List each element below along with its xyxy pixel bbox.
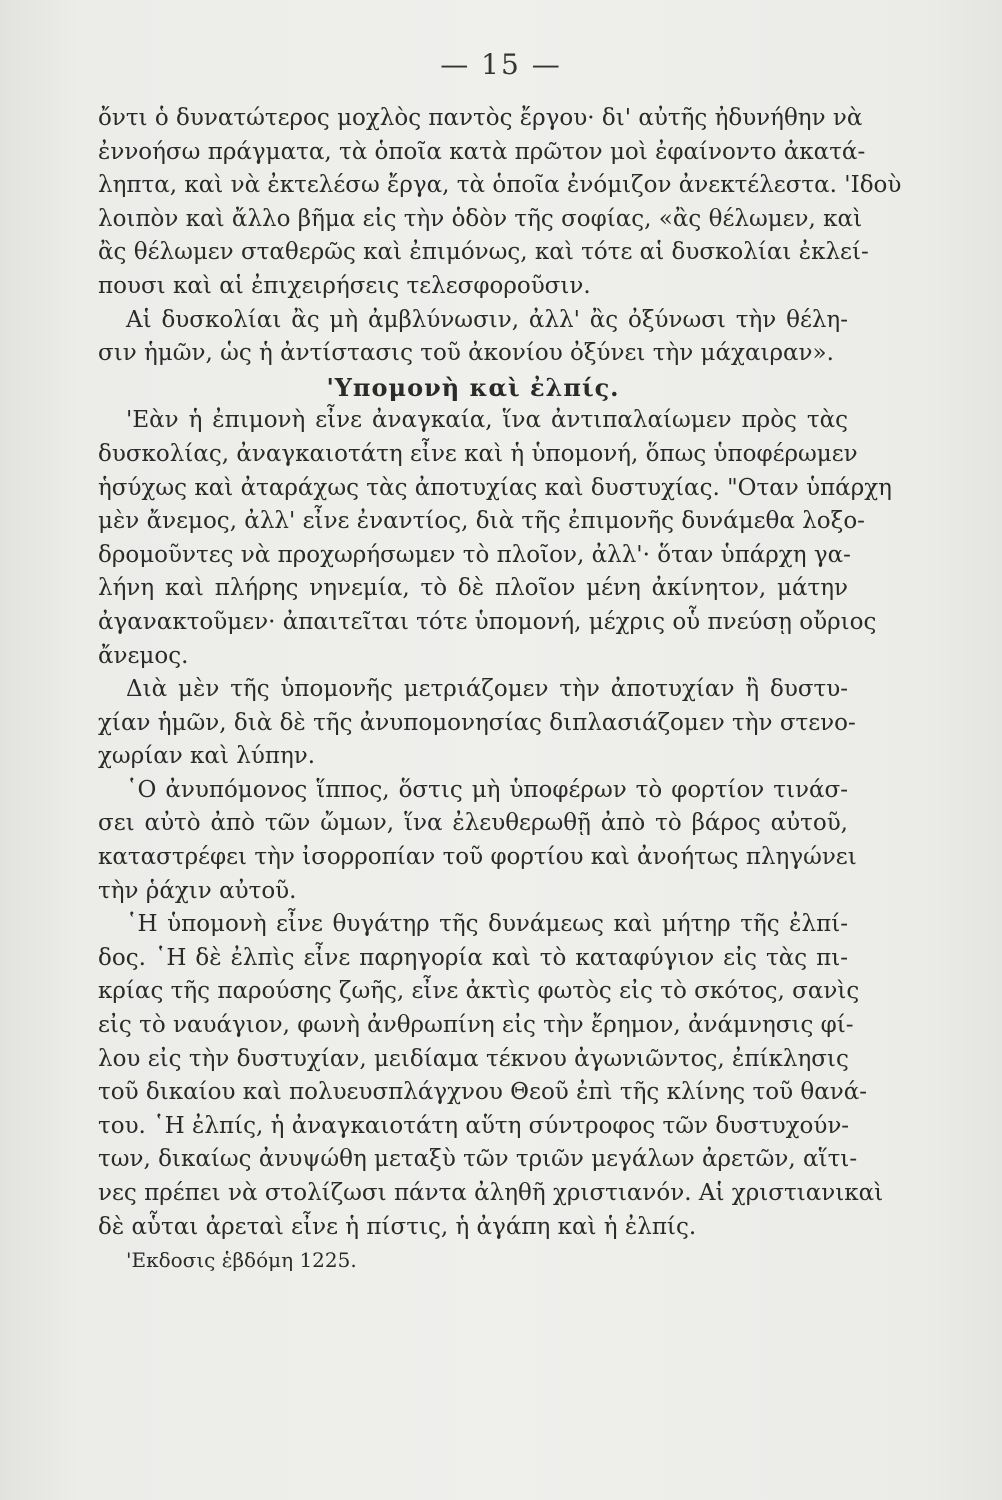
text-line: Αἱ δυσκολίαι ἂς μὴ ἀμβλύνωσιν, ἀλλ' ἂς ὀξύνωσι τὴν θέλη-	[126, 306, 848, 333]
text-line: τὴν ῥάχιν αὐτοῦ.	[98, 877, 297, 904]
text-line: ὄντι ὁ δυνατώτερος μοχλὸς παντὸς ἔργου· δι' αὐτῆς ἠδυνήθην νὰ	[98, 105, 863, 131]
text-line: τοῦ δικαίου καὶ πολυευσπλάγχνου Θεοῦ ἐπὶ τῆς κλίνης τοῦ θανά-	[98, 1079, 868, 1106]
text-line: χωρίαν καὶ λύπην.	[98, 743, 316, 770]
text-line: ἂς θέλωμεν σταθερῶς καὶ ἐπιμόνως, καὶ τότε αἱ δυσκολίαι ἐκλεί-	[98, 239, 869, 266]
edition-note: 'Εκδοσις ἑβδόμη 1225.	[126, 1248, 357, 1273]
page-number: — 15 —	[440, 48, 562, 81]
text-line: καταστρέφει τὴν ἰσορροπίαν τοῦ φορτίου καὶ ἀνοήτως πληγώνει	[98, 844, 857, 871]
text-line: ἀγανακτοῦμεν· ἀπαιτεῖται τότε ὑπομονή, μέχρις οὗ πνεύσῃ οὔριος	[98, 608, 877, 635]
section-heading: 'Υπομονὴ καὶ ἐλπίς.	[326, 372, 620, 402]
text-line: 'Εὰν ἡ ἐπιμονὴ εἶνε ἀναγκαία, ἵνα ἀντιπαλαίωμεν πρὸς τὰς	[126, 407, 848, 434]
text-line: χίαν ἡμῶν, διὰ δὲ τῆς ἀνυπομονησίας διπλασιάζομεν τὴν στενο-	[98, 709, 856, 736]
text-line: μὲν ἄνεμος, ἀλλ' εἶνε ἐναντίος, διὰ τῆς ἐπιμονῆς δυνάμεθα λοξο-	[98, 508, 865, 535]
text-line: σιν ἡμῶν, ὡς ἡ ἀντίστασις τοῦ ἀκονίου ὀξύνει τὴν μάχαιραν».	[98, 340, 834, 367]
text-line: δὲ αὗται ἀρεταὶ εἶνε ἡ πίστις, ἡ ἀγάπη καὶ ἡ ἐλπίς.	[98, 1213, 697, 1240]
text-line: λήνη καὶ πλήρης νηνεμία, τὸ δὲ πλοῖον μένη ἀκίνητον, μάτην	[98, 575, 848, 602]
text-line: των, δικαίως ἀνυψώθη μεταξὺ τῶν τριῶν μεγάλων ἀρετῶν, αἵτι-	[98, 1146, 858, 1173]
text-line: δυσκολίας, ἀναγκαιοτάτη εἶνε καὶ ἡ ὑπομονή, ὅπως ὑποφέρωμεν	[98, 440, 858, 467]
text-line: λου εἰς τὴν δυστυχίαν, μειδίαμα τέκνου ἀγωνιῶντος, ἐπίκλησις	[98, 1045, 849, 1072]
text-line: σει αὐτὸ ἀπὸ τῶν ὤμων, ἵνα ἐλευθερωθῇ ἀπὸ τὸ βάρος αὐτοῦ,	[98, 810, 848, 837]
text-line: ῾Ο ἀνυπόμονος ἵππος, ὅστις μὴ ὑποφέρων τὸ φορτίον τινάσ-	[126, 776, 848, 803]
text-line: δρομοῦντες νὰ προχωρήσωμεν τὸ πλοῖον, ἀλλ'· ὅταν ὑπάρχη γα-	[98, 541, 851, 568]
text-line: κρίας τῆς παρούσης ζωῆς, εἶνε ἀκτὶς φωτὸς εἰς τὸ σκότος, σανὶς	[98, 978, 860, 1005]
text-line: δος. ῾Η δὲ ἐλπὶς εἶνε παρηγορία καὶ τὸ καταφύγιον εἰς τὰς πι-	[98, 944, 848, 971]
text-line: ληπτα, καὶ νὰ ἐκτελέσω ἔργα, τὰ ὁποῖα ἐνόμιζον ἀνεκτέλεστα. 'Ιδοὺ	[98, 172, 902, 199]
text-line: ἐννοήσω πράγματα, τὰ ὁποῖα κατὰ πρῶτον μοὶ ἐφαίνοντο ἀκατά-	[98, 138, 866, 165]
text-line: ῾Η ὑπομονὴ εἶνε θυγάτηρ τῆς δυνάμεως καὶ μήτηρ τῆς ἐλπί-	[126, 911, 848, 938]
text-line: λοιπὸν καὶ ἄλλο βῆμα εἰς τὴν ὁδὸν τῆς σοφίας, «ἂς θέλωμεν, καὶ	[98, 205, 863, 232]
text-line: νες πρέπει νὰ στολίζωσι πάντα ἀληθῆ χριστιανόν. Αἱ χριστιανικαὶ	[98, 1180, 884, 1206]
text-line: εἰς τὸ ναυάγιον, φωνὴ ἀνθρωπίνη εἰς τὴν ἔρημον, ἀνάμνησις φί-	[98, 1012, 854, 1039]
text-line: του. ῾Η ἐλπίς, ἡ ἀναγκαιοτάτη αὕτη σύντροφος τῶν δυστυχούν-	[98, 1112, 850, 1139]
text-line: Διὰ μὲν τῆς ὑπομονῆς μετριάζομεν τὴν ἀποτυχίαν ἢ δυστυ-	[126, 676, 848, 703]
text-line: πουσι καὶ αἱ ἐπιχειρήσεις τελεσφοροῦσιν.	[98, 272, 591, 299]
text-line: ἄνεμος.	[98, 642, 189, 669]
text-line: ἡσύχως καὶ ἀταράχως τὰς ἀποτυχίας καὶ δυστυχίας. "Οταν ὑπάρχη	[98, 474, 892, 501]
body-text	[98, 102, 902, 1278]
